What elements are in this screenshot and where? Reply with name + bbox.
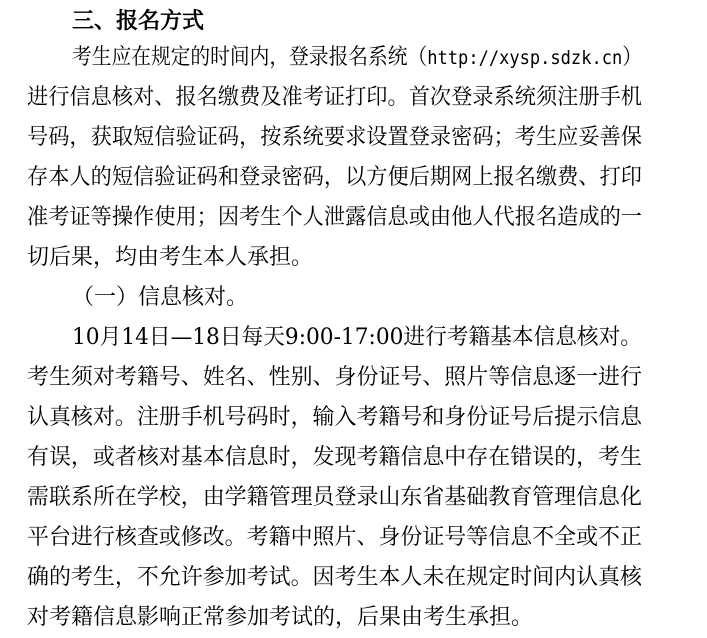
paragraph-line: 10月14日—18日每天9:00-17:00进行考籍基本信息核对。 — [72, 325, 642, 350]
paragraph-line: 需联系所在学校，由学籍管理员登录山东省基础教育管理信息化 — [27, 485, 642, 510]
paragraph-line: 存本人的短信验证码和登录密码，以方便后期网上报名缴费、打印 — [27, 165, 642, 190]
paragraph-line: 确的考生，不允许参加考试。因考生本人未在规定时间内认真核 — [27, 565, 642, 590]
paragraph-line: 进行信息核对、报名缴费及准考证打印。首次登录系统须注册手机 — [27, 85, 642, 110]
paragraph-line: 号码，获取短信验证码，按系统要求设置登录密码；考生应妥善保 — [27, 125, 642, 150]
paragraph-line: 有误，或者核对基本信息时，发现考籍信息中存在错误的，考生 — [27, 445, 642, 470]
paragraph-line: 对考籍信息影响正常参加考试的，后果由考生承担。 — [27, 605, 534, 630]
paragraph-line: 考生须对考籍号、姓名、性别、身份证号、照片等信息逐一进行 — [27, 365, 642, 390]
paragraph-line: 准考证等操作使用；因考生个人泄露信息或由他人代报名造成的一 — [27, 205, 642, 230]
paragraph-line: 切后果，均由考生本人承担。 — [27, 245, 314, 270]
paragraph-text: ） — [622, 45, 642, 70]
subsection-heading: （一）信息核对。 — [72, 285, 249, 310]
paragraph-line: 平台进行核查或修改。考籍中照片、身份证号等信息不全或不正 — [27, 525, 642, 550]
registration-url-link[interactable]: http://xysp.sdzk.cn — [427, 47, 623, 69]
paragraph-line — [72, 38, 642, 78]
paragraph-line: 认真核对。注册手机号码时，输入考籍号和身份证号后提示信息 — [27, 405, 642, 430]
section-heading: 三、报名方式 — [72, 9, 205, 34]
paragraph-text: 考生应在规定的时间内，登录报名系统（ — [72, 45, 428, 70]
